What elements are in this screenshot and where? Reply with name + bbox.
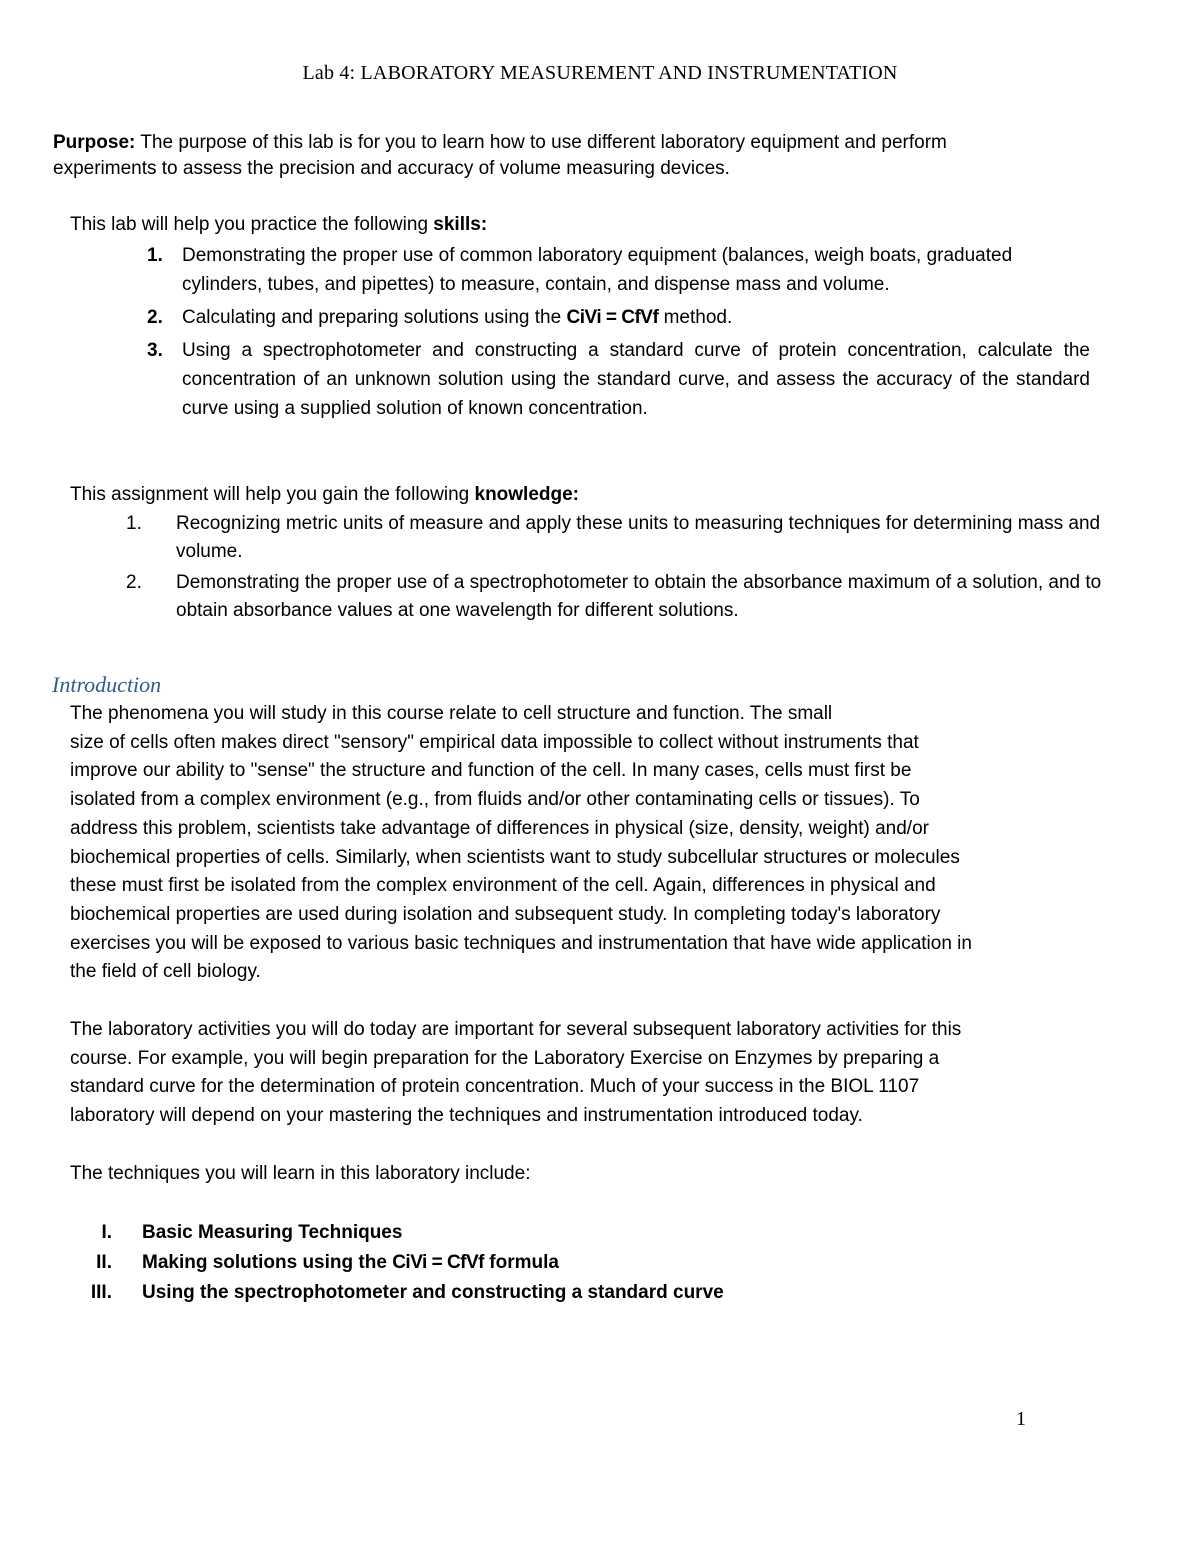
formula-civi-cfvf: CiVi = CfVf (566, 307, 659, 328)
skills-list-item (70, 336, 1090, 423)
introduction-paragraph-1 (70, 700, 1110, 987)
list-number: 3. (147, 340, 163, 361)
page-number: 1 (1016, 1408, 1026, 1430)
paragraph-line: the field of cell biology. (70, 961, 261, 983)
knowledge-list (70, 510, 1135, 628)
introduction-paragraph-2 (70, 1016, 1110, 1131)
purpose-label: Purpose: (53, 132, 136, 153)
paragraph-line: biochemical properties are used during isolation and subsequent study. In completing today's laboratory (70, 903, 941, 925)
purpose-text-line-2: experiments to assess the precision and accuracy of volume measuring devices. (53, 158, 730, 179)
paragraph-line: size of cells often makes direct "sensory" empirical data impossible to collect without instruments that (70, 731, 919, 753)
skills-list (70, 241, 1090, 427)
knowledge-list-item (70, 569, 1135, 625)
list-item-text: Recognizing metric units of measure and apply these units to measuring techniques for determining mass and volume. (176, 513, 1101, 562)
skills-list-item (70, 303, 1090, 332)
list-number: 1. (126, 513, 142, 534)
technique-text-before: Making solutions using the (142, 1252, 393, 1273)
list-number: 1. (147, 245, 163, 266)
technique-text (142, 1248, 559, 1278)
paragraph-line: address this problem, scientists take advantage of differences in physical (size, density, weight) and/or (70, 817, 929, 839)
paragraph-line: course. For example, you will begin preparation for the Laboratory Exercise on Enzymes by preparing a (70, 1047, 940, 1069)
list-item-text: Using a spectrophotometer and constructing a standard curve of protein concentration, calculate the concentration of an unknown solution using the standard curve, and assess the accuracy of the standard curve using a supplied solution of known concentration. (182, 340, 1090, 419)
knowledge-intro-text: This assignment will help you gain the following (70, 484, 475, 505)
paragraph-line: biochemical properties of cells. Similarly, when scientists want to study subcellular structures or molecules (70, 846, 960, 868)
technique-text-after: formula (484, 1252, 559, 1273)
purpose-paragraph (53, 130, 1153, 182)
page-title: Lab 4: LABORATORY MEASUREMENT AND INSTRUMENTATION (302, 62, 898, 84)
list-number: 2. (147, 307, 163, 328)
knowledge-intro-bold: knowledge: (474, 484, 580, 505)
list-item-text (182, 303, 1090, 332)
skills-intro-bold: skills: (433, 214, 488, 235)
list-item-text: Demonstrating the proper use of a spectrophotometer to obtain the absorbance maximum of a solution, and to obtain absorbance values at one wavelength for different solutions. (176, 572, 1102, 621)
skills-intro (70, 212, 487, 238)
skills-list-item (70, 241, 1090, 299)
paragraph-line: these must first be isolated from the complex environment of the cell. Again, differences in physical and (70, 875, 936, 897)
techniques-intro (70, 1160, 1110, 1189)
list-item-text-before: Calculating and preparing solutions using the (182, 307, 567, 328)
roman-numeral: I. (101, 1222, 112, 1243)
roman-numeral: III. (90, 1282, 112, 1303)
paragraph-line: isolated from a complex environment (e.g., from fluids and/or other contaminating cells or tissues). To (70, 789, 920, 811)
paragraph-line: exercises you will be exposed to various basic techniques and instrumentation that have wide application in (70, 932, 972, 954)
list-item-text-after: method. (658, 307, 733, 328)
knowledge-list-item (70, 510, 1135, 566)
paragraph-line: The techniques you will learn in this laboratory include: (70, 1163, 531, 1184)
purpose-text-line-1: The purpose of this lab is for you to learn how to use different laboratory equipment and perform (140, 132, 947, 153)
paragraph-line: standard curve for the determination of protein concentration. Much of your success in the BIOL 1107 (70, 1076, 920, 1098)
skills-intro-text: This lab will help you practice the following (70, 214, 434, 235)
paragraph-line: laboratory will depend on your mastering the techniques and instrumentation introduced today. (70, 1105, 863, 1127)
list-item-text: Demonstrating the proper use of common laboratory equipment (balances, weigh boats, graduated cylinders, tubes, and pipettes) to measure, contain, and dispense mass and volume. (182, 245, 1013, 295)
list-number: 2. (126, 572, 142, 593)
paragraph-line: The laboratory activities you will do today are important for several subsequent laboratory activities for this (70, 1019, 962, 1040)
knowledge-intro (70, 482, 579, 508)
formula-civi-cfvf: CiVi = CfVf (392, 1252, 484, 1273)
paragraph-line: The phenomena you will study in this course relate to cell structure and function. The small (70, 703, 833, 724)
introduction-heading: Introduction (52, 672, 162, 697)
paragraph-line: improve our ability to "sense" the structure and function of the cell. In many cases, cells must first be (70, 760, 912, 782)
roman-numeral: II. (96, 1252, 112, 1273)
technique-text: Basic Measuring Techniques (142, 1222, 403, 1243)
technique-text: Using the spectrophotometer and constructing a standard curve (142, 1282, 724, 1303)
